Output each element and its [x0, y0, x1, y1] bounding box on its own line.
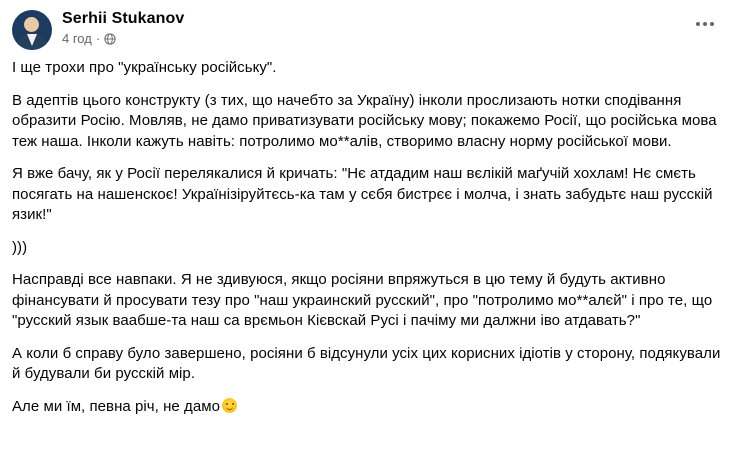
post-paragraph: Насправді все навпаки. Я не здивуюся, якщо росіяни впряжуться в цю тему й будуть активно фінансувати й просувати тезу про "наш украинский русский", про "потролимо мо**алєй" і про те, що "русский язык ваабше-та наш са врємьон Кієвскай Русі і пачіму ми далжни іво атдавать?"	[12, 271, 713, 329]
slightly-smiling-face-icon	[222, 398, 237, 413]
more-options-icon[interactable]	[690, 16, 720, 32]
post-paragraph-last	[12, 397, 728, 418]
dot	[710, 22, 714, 26]
post-paragraph: І ще трохи про "українську російську".	[12, 59, 277, 76]
post-meta	[62, 31, 184, 46]
post-paragraph: Я вже бачу, як у Росії перелякалися й кричать: "Нє атдадим наш вєлікій маґучій хохлам! Нє смєть посягать на нашенскоє! Українізіруйтєсь-ка там у сєбя бистрєє і молча, і знать забудьтє наш русскій язик!"	[12, 165, 713, 223]
post-paragraph-text: Але ми їм, певна річ, не дамо	[12, 397, 220, 415]
avatar[interactable]	[12, 10, 52, 50]
globe-icon[interactable]	[104, 33, 116, 45]
avatar-head	[24, 17, 39, 32]
post-paragraph: )))	[12, 238, 28, 256]
post-timestamp[interactable]: 4 год	[62, 31, 92, 46]
post-header	[12, 8, 728, 50]
dot	[696, 22, 700, 26]
meta-separator: ·	[95, 31, 101, 46]
post-paragraph: А коли б справу було завершено, росіяни б відсунули усіх цих корисних ідіотів у сторону, подякували й будували би русскій мір.	[12, 344, 721, 382]
dot	[703, 22, 707, 26]
post-paragraph: В адептів цього конструкту (з тих, що начебто за Україну) інколи прослизають нотки сподівання образити Росію. Мовляв, не дамо приватизувати російську мову; покажемо Росії, що російська мова теж наша. Інколи кажуть навіть: потролимо мо**алів, створимо власну норму російської мови.	[12, 91, 717, 150]
author-name[interactable]: Serhii Stukanov	[62, 10, 185, 27]
post-body	[12, 58, 728, 417]
post-header-text	[62, 8, 184, 46]
